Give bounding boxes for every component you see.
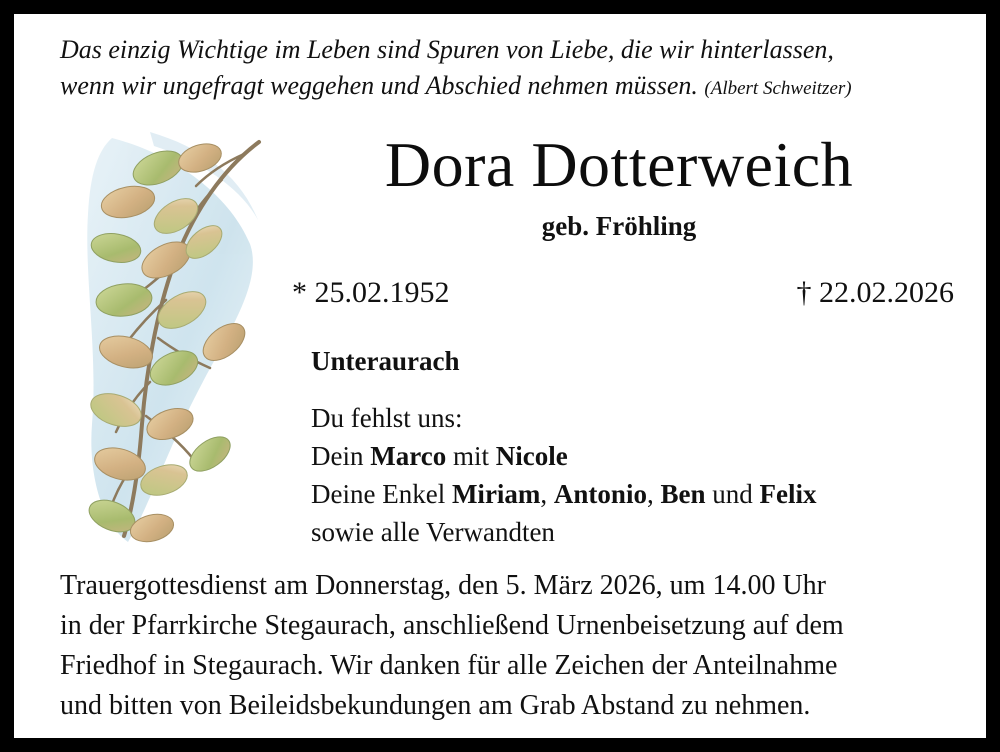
quote-line-1: Das einzig Wichtige im Leben sind Spuren von Liebe, die wir hinterlassen,	[60, 35, 834, 64]
grandchild-name-4: Felix	[759, 479, 817, 509]
quote-line-2-text: wenn wir ungefragt weggehen und Abschied nehmen müssen.	[60, 71, 698, 100]
service-line-3: Friedhof in Stegaurach. Wir danken für alle Zeichen der Anteilnahme	[60, 650, 838, 681]
grandchildren-sep-3: und	[705, 479, 760, 509]
place-name: Unteraurach	[311, 346, 460, 376]
family-intro: Du fehlst uns:	[311, 403, 463, 433]
family-block	[311, 399, 951, 551]
family-line-relatives: sowie alle Verwandten	[311, 517, 555, 547]
deceased-name: Dora Dotterweich	[384, 129, 854, 200]
service-line-2: in der Pfarrkirche Stegaurach, anschließend Urnenbeisetzung auf dem	[60, 610, 844, 641]
maiden-name: geb. Fröhling	[541, 211, 697, 241]
quote-author: (Albert Schweitzer)	[704, 78, 852, 99]
son-middle: mit	[446, 441, 496, 471]
grandchildren-prefix: Deine Enkel	[311, 479, 452, 509]
son-name: Marco	[370, 441, 447, 471]
birch-branch-leaves-icon	[54, 124, 294, 554]
grandchild-name-3: Ben	[660, 479, 706, 509]
name-block	[284, 129, 954, 242]
partner-name: Nicole	[495, 441, 568, 471]
notice-inner	[14, 14, 986, 738]
life-dates	[292, 276, 954, 310]
death-date: † 22.02.2026	[796, 276, 954, 309]
family-line-grandchildren	[311, 475, 951, 513]
grandchild-name-1: Miriam	[451, 479, 541, 509]
grandchildren-sep-1: ,	[540, 479, 554, 509]
son-prefix: Dein	[311, 441, 371, 471]
grandchildren-sep-2: ,	[646, 479, 661, 509]
family-line-son	[311, 437, 951, 475]
quote-line-2	[60, 68, 950, 107]
grandchild-name-2: Antonio	[553, 479, 647, 509]
service-details	[60, 566, 960, 726]
birth-date: * 25.02.1952	[292, 276, 450, 309]
memorial-quote	[60, 32, 950, 107]
service-line-4: und bitten von Beileidsbekundungen am Grab Abstand zu nehmen.	[60, 690, 811, 721]
service-line-1: Trauergottesdienst am Donnerstag, den 5. März 2026, um 14.00 Uhr	[60, 570, 826, 601]
